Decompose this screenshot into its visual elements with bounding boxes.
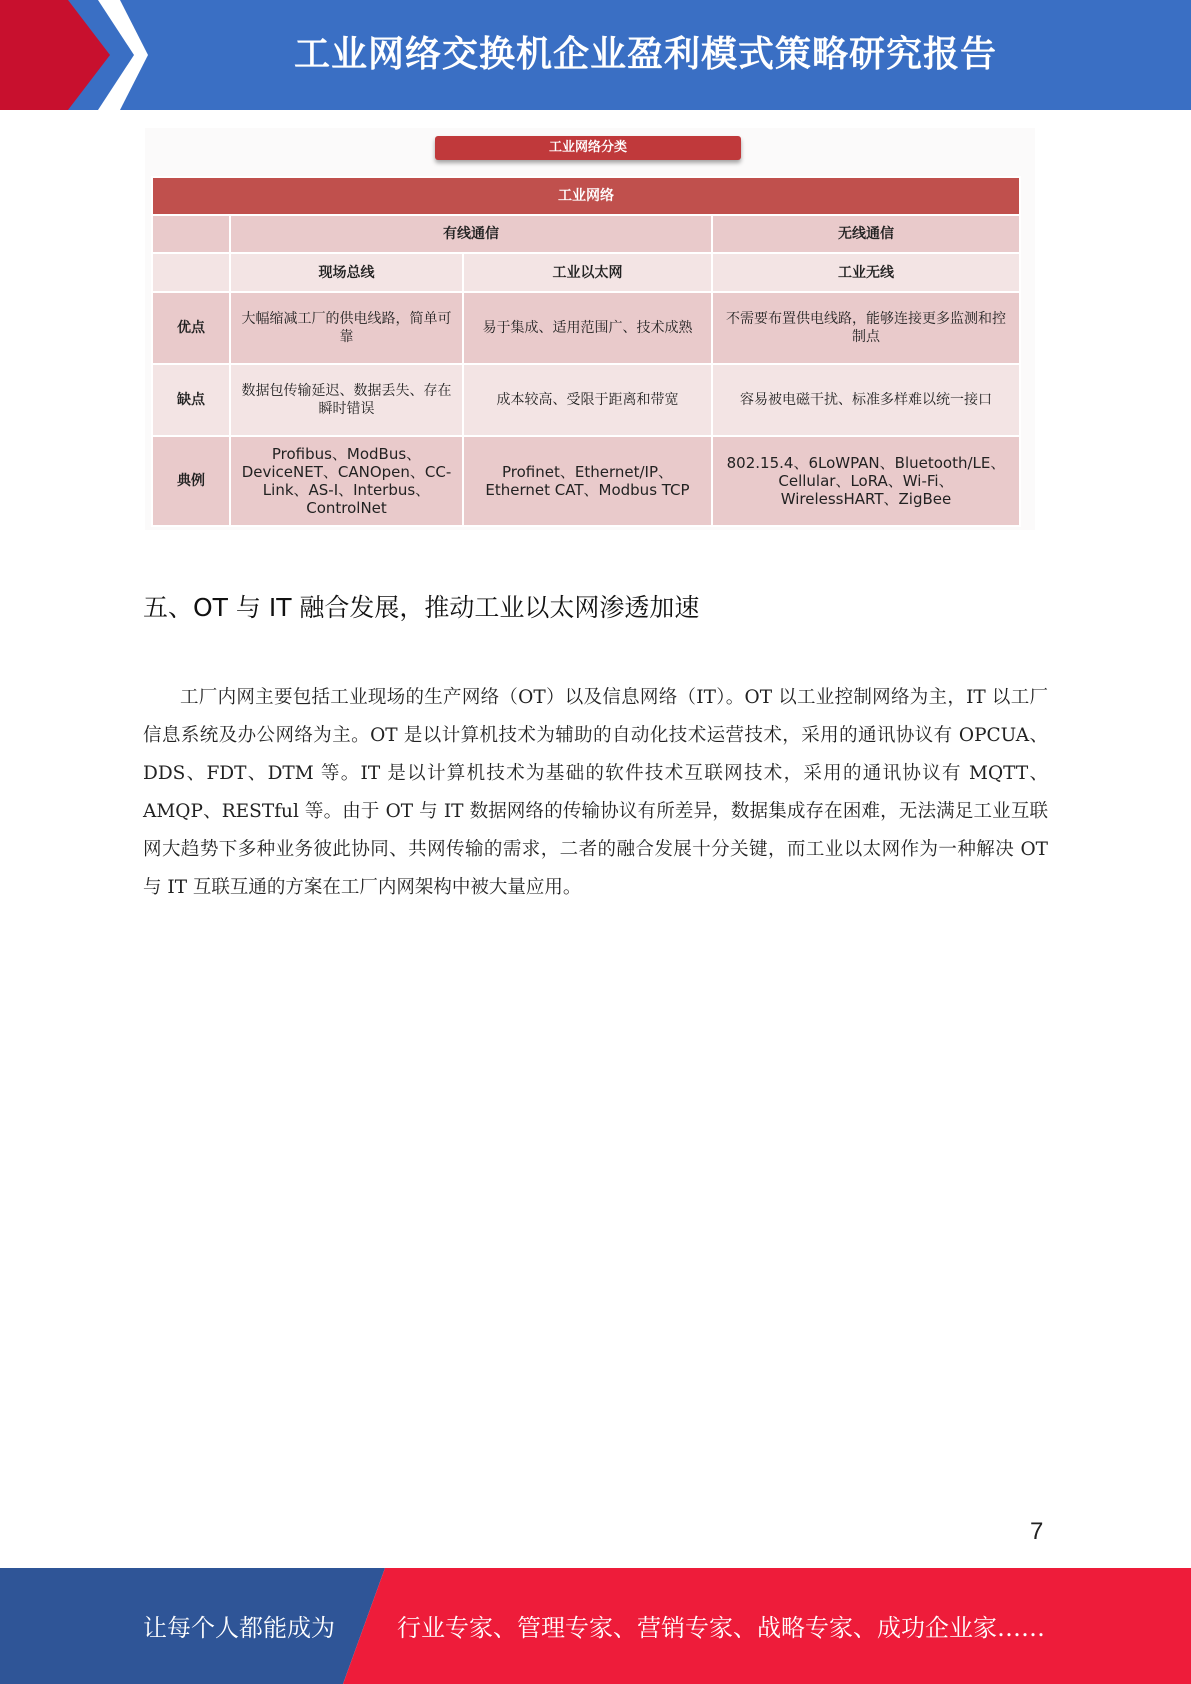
page-header [0,0,1191,110]
empty-corner-cell [152,215,230,253]
table-cell: 成本较高、受限于距离和带宽 [463,364,712,436]
table-cell: 802.15.4、6LoWPAN、Bluetooth/LE、Cellular、LoRA、Wi-Fi、WirelessHART、ZigBee [712,436,1020,526]
table-cell: 大幅缩减工厂的供电线路，简单可靠 [230,292,463,364]
table-group-header-row [152,215,1020,253]
footer-slogan-right: 行业专家、管理专家、营销专家、战略专家、成功企业家…… [397,1614,1045,1642]
group-header-wireless: 无线通信 [712,215,1020,253]
network-classification-table [151,176,1021,527]
page-footer [0,1568,1191,1684]
table-cell: 不需要布置供电线路，能够连接更多监测和控制点 [712,292,1020,364]
figure-title: 工业网络分类 [435,136,741,160]
row-label-advantages: 优点 [152,292,230,364]
top-header-cell: 工业网络 [152,177,1020,215]
row-label-disadvantages: 缺点 [152,364,230,436]
section-heading: 五、OT 与 IT 融合发展，推动工业以太网渗透加速 [143,593,700,622]
body-paragraph: 工厂内网主要包括工业现场的生产网络（OT）以及信息网络（IT）。OT 以工业控制网络为主，IT 以工厂信息系统及办公网络为主。OT 是以计算机技术为辅助的自动化技术运营技术，采用的通讯协议有 OPCUA、DDS、FDT、DTM 等。IT 是以计算机技术为基础的软件技术互联网技术，采用的通讯协议有 MQTT、AMQP、RESTful 等。由于 OT 与 IT 数据网络的传输协议有所差异，数据集成存在困难，无法满足工业互联网大趋势下多种业务彼此协同、共网传输的需求，二者的融合发展十分关键，而工业以太网作为一种解决 OT 与 IT 互联互通的方案在工厂内网架构中被大量应用。 [143,687,1048,898]
table-cell: Profibus、ModBus、DeviceNET、CANOpen、CC-Link、AS-I、Interbus、ControlNet [230,436,463,526]
table-row [152,436,1020,526]
footer-slogan-left: 让每个人都能成为 [143,1614,335,1642]
page-number: 7 [1030,1518,1044,1545]
column-header-fieldbus: 现场总线 [230,253,463,292]
group-header-wired: 有线通信 [230,215,712,253]
network-classification-figure [145,128,1035,530]
table-row [152,364,1020,436]
column-header-industrial-ethernet: 工业以太网 [463,253,712,292]
table-cell: 容易被电磁干扰、标准多样难以统一接口 [712,364,1020,436]
table-cell: 易于集成、适用范围广、技术成熟 [463,292,712,364]
table-cell: Profinet、Ethernet/IP、Ethernet CAT、Modbus TCP [463,436,712,526]
row-label-examples: 典例 [152,436,230,526]
report-title: 工业网络交换机企业盈利模式策略研究报告 [293,34,997,75]
table-cell: 数据包传输延迟、数据丢失、存在瞬时错误 [230,364,463,436]
table-column-header-row [152,253,1020,292]
table-row [152,292,1020,364]
table-top-header-row [152,177,1020,215]
column-header-industrial-wireless: 工业无线 [712,253,1020,292]
empty-corner-cell [152,253,230,292]
